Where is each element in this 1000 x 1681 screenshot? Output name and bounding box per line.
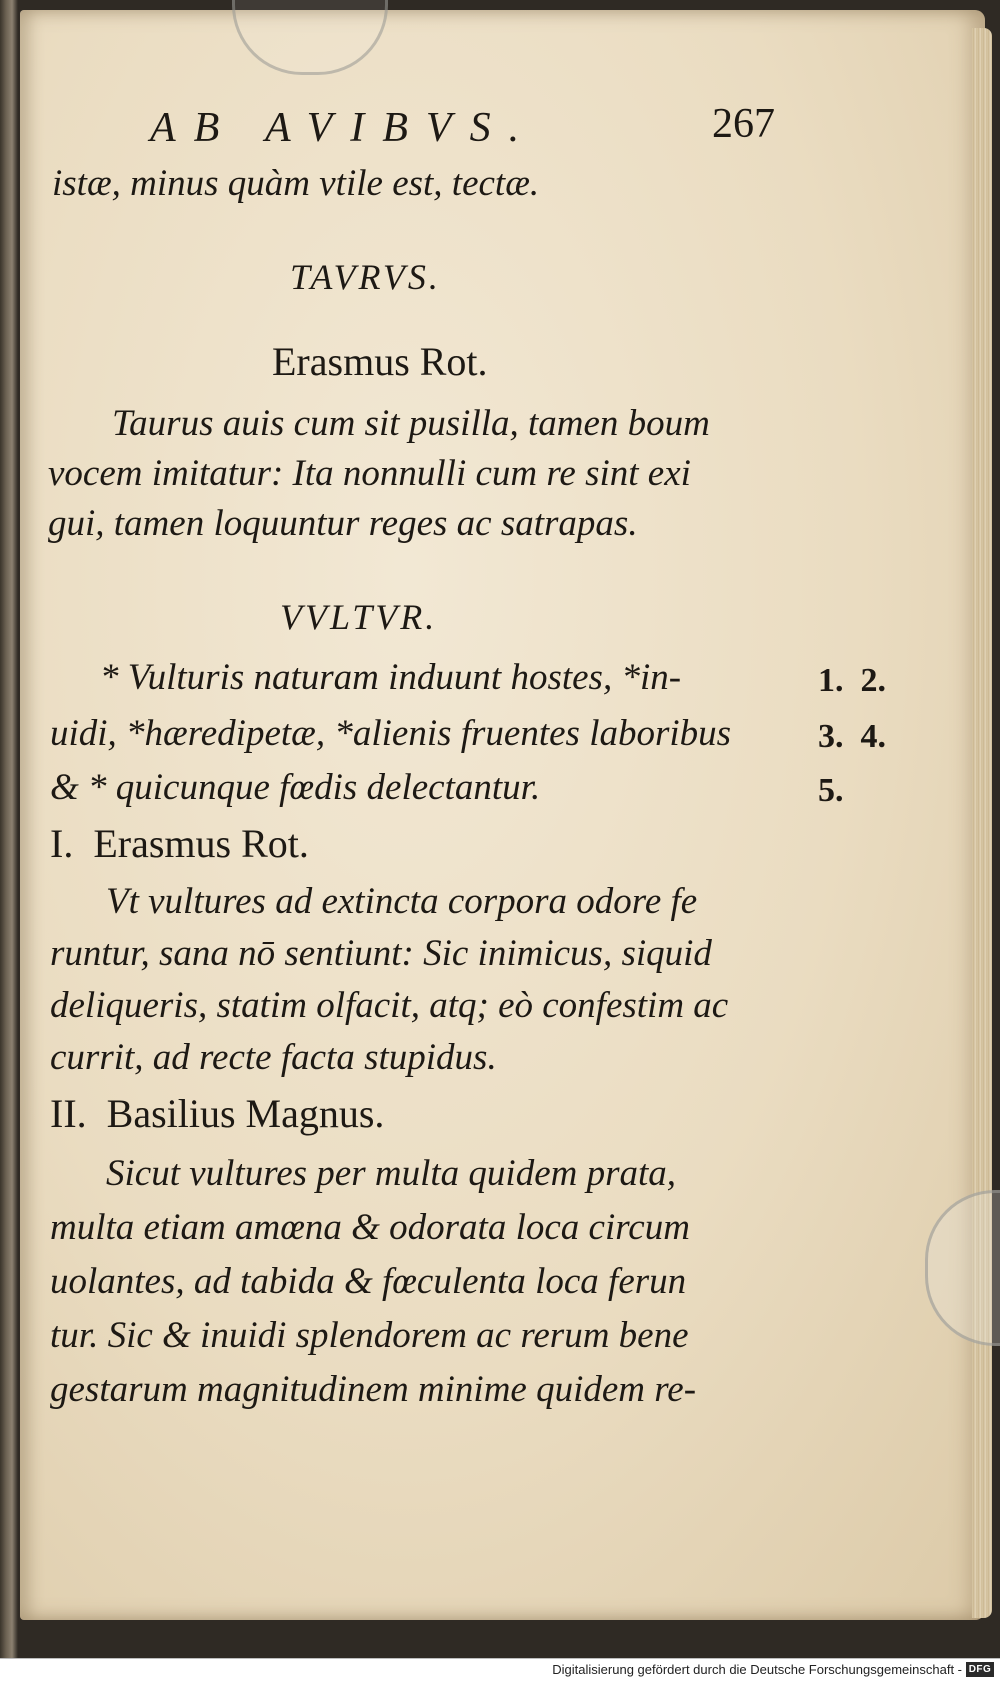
text-line: uidi, *hæredipetæ, *alienis fruentes laboribus xyxy=(50,713,732,754)
margin-note: 3. 4. xyxy=(818,718,886,755)
dfg-logo: DFG xyxy=(966,1662,994,1677)
text-line: deliqueris, statim olfacit, atq; eò confestim ac xyxy=(50,985,729,1026)
text-line: currit, ad recte facta stupidus. xyxy=(50,1037,497,1078)
margin-note: 1. 2. xyxy=(818,662,886,699)
section-heading-vultur: VVLTVR. xyxy=(280,597,438,637)
text-line: Vt vultures ad extincta corpora odore fe xyxy=(106,881,698,922)
footer-bar xyxy=(0,1658,1000,1681)
text-line: runtur, sana nō sentiunt: Sic inimicus, siquid xyxy=(50,933,712,974)
show-through xyxy=(640,170,940,346)
author-heading: II. Basilius Magnus. xyxy=(50,1091,385,1136)
text-line: tur. Sic & inuidi splendorem ac rerum bene xyxy=(50,1315,689,1356)
text-line: multa etiam amœna & odorata loca circum xyxy=(50,1207,690,1248)
text-line: Sicut vultures per multa quidem prata, xyxy=(106,1153,677,1194)
funding-credit: Digitalisierung gefördert durch die Deutsche Forschungsgemeinschaft - xyxy=(552,1662,962,1677)
text-line: gestarum magnitudinem minime quidem re- xyxy=(50,1369,697,1410)
text-line: gui, tamen loquuntur reges ac satrapas. xyxy=(48,503,638,544)
text-line: * Vulturis naturam induunt hostes, *in- xyxy=(100,657,682,698)
page-number: 267 xyxy=(712,101,775,147)
text-line: & * quicunque fœdis delectantur. xyxy=(50,767,541,808)
author-heading: I. Erasmus Rot. xyxy=(50,821,309,866)
text-line: istæ, minus quàm vtile est, tectæ. xyxy=(52,163,540,204)
text-line: uolantes, ad tabida & fœculenta loca ferun xyxy=(50,1261,687,1302)
section-heading-taurus: TAVRVS. xyxy=(290,257,441,297)
text-line: vocem imitatur: Ita nonnulli cum re sint exi xyxy=(48,453,691,494)
author-heading: Erasmus Rot. xyxy=(272,339,488,384)
page-edges xyxy=(972,28,992,1618)
text-line: Taurus auis cum sit pusilla, tamen boum xyxy=(112,403,710,444)
running-head: AB AVIBVS. xyxy=(150,105,538,151)
margin-note: 5. xyxy=(818,772,844,809)
